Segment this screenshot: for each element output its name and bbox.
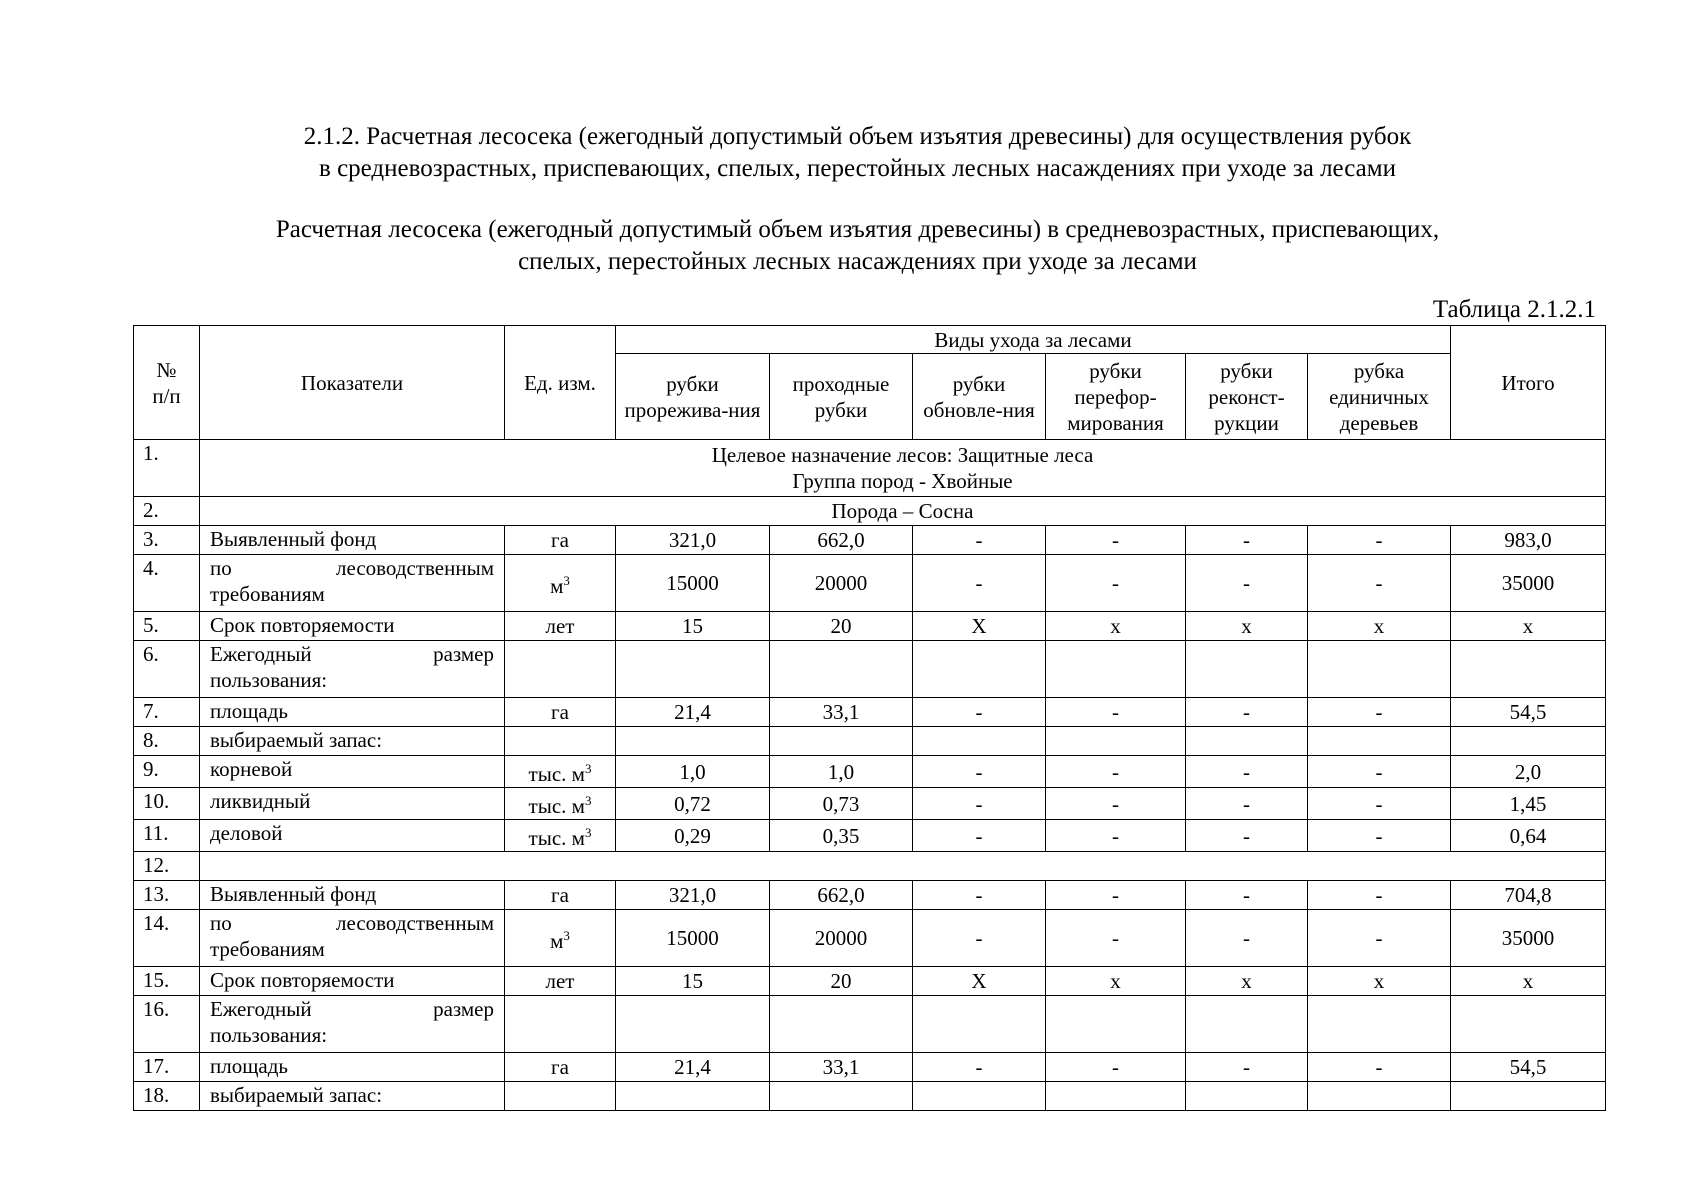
section-heading	[0, 121, 1697, 185]
row-value: -	[913, 1053, 1046, 1082]
row-value	[1308, 996, 1451, 1053]
row-value: -	[1308, 820, 1451, 852]
table-caption	[0, 214, 1697, 278]
row-value: х	[1308, 612, 1451, 641]
row-value: -	[913, 555, 1046, 612]
row-unit	[505, 555, 616, 612]
row-value: -	[1308, 881, 1451, 910]
row-total	[1451, 641, 1606, 698]
row-value: х	[1046, 967, 1186, 996]
row-unit	[505, 612, 616, 641]
row-value	[1308, 727, 1451, 756]
row-value	[1308, 1082, 1451, 1111]
row-value: -	[913, 756, 1046, 788]
row-value: -	[913, 698, 1046, 727]
row-value: 0,73	[770, 788, 913, 820]
row-indicator-line1	[210, 641, 494, 667]
row-indicator-word: размер	[433, 997, 494, 1021]
row-indicator-text: ликвидный	[210, 789, 311, 813]
row-indicator-text: площадь	[210, 699, 288, 723]
row-indicator	[200, 612, 505, 641]
table-row	[134, 1082, 1606, 1111]
section-heading-line2: в средневозрастных, приспевающих, спелых, перестойных лесных насаждениях при уходе за лесами	[319, 155, 1396, 182]
row-value: -	[1186, 555, 1308, 612]
row-value: 20000	[770, 555, 913, 612]
row-value: -	[913, 881, 1046, 910]
table-caption-line2: спелых, перестойных лесных насаждениях при уходе за лесами	[518, 248, 1197, 275]
row-value: -	[1046, 555, 1186, 612]
header-num: № п/п	[134, 326, 200, 440]
row-indicator-word: лесоводственным	[336, 911, 494, 935]
table-row	[134, 526, 1606, 555]
row-unit-sup: 3	[584, 825, 592, 840]
table-row	[134, 820, 1606, 852]
row-indicator-text: выбираемый запас:	[210, 728, 383, 752]
row-value: 15	[616, 967, 770, 996]
table-row	[134, 555, 1606, 612]
row-indicator	[200, 996, 505, 1053]
row-unit-text: м	[550, 928, 564, 953]
row-indicator-line1	[210, 910, 494, 936]
row-unit	[505, 641, 616, 698]
row-num: 10.	[134, 788, 200, 820]
row-unit	[505, 756, 616, 788]
header-type-2: проходные рубки	[770, 354, 913, 440]
row-indicator-text: Выявленный фонд	[210, 882, 377, 906]
row-num: 8.	[134, 727, 200, 756]
header-type-5: рубки реконст-рукции	[1186, 354, 1308, 440]
row-total: х	[1451, 967, 1606, 996]
table-row	[134, 852, 1606, 881]
row-total: 983,0	[1451, 526, 1606, 555]
header-type-4: рубки перефор-мирования	[1046, 354, 1186, 440]
row-value	[913, 727, 1046, 756]
row-num: 13.	[134, 881, 200, 910]
row-value	[913, 996, 1046, 1053]
row-value: -	[913, 820, 1046, 852]
row-indicator-line2: пользования:	[210, 668, 328, 692]
row-value: 321,0	[616, 526, 770, 555]
row-value: 15000	[616, 555, 770, 612]
row-unit	[505, 526, 616, 555]
row-unit-sup: 3	[584, 761, 592, 776]
row-value: 21,4	[616, 698, 770, 727]
row-indicator	[200, 967, 505, 996]
row-indicator-text: деловой	[210, 821, 283, 845]
row-value	[913, 1082, 1046, 1111]
felling-table	[133, 325, 1606, 1111]
row-value: -	[1308, 526, 1451, 555]
row-indicator	[200, 788, 505, 820]
row-value: 0,29	[616, 820, 770, 852]
row-unit	[505, 820, 616, 852]
row-value: -	[1046, 756, 1186, 788]
row-unit	[505, 1053, 616, 1082]
row-value: -	[1046, 1053, 1186, 1082]
row-total: 0,64	[1451, 820, 1606, 852]
row-unit-text: тыс. м	[528, 826, 585, 850]
row-indicator-text: Срок повторяемости	[210, 968, 395, 992]
row-value: 662,0	[770, 881, 913, 910]
row-value: -	[1186, 910, 1308, 967]
row-value: х	[1186, 612, 1308, 641]
row-unit-sup: 3	[563, 572, 570, 588]
row-num: 11.	[134, 820, 200, 852]
row-unit-text: тыс. м	[528, 794, 585, 818]
row-value: 15	[616, 612, 770, 641]
table-row	[134, 440, 1606, 497]
row-value: -	[1308, 1053, 1451, 1082]
row-value	[770, 727, 913, 756]
row-indicator-line2: требованиям	[210, 582, 325, 606]
table-row	[134, 967, 1606, 996]
header-type-6: рубка единичных деревьев	[1308, 354, 1451, 440]
table-row	[134, 497, 1606, 526]
row-num: 5.	[134, 612, 200, 641]
row-value: 20	[770, 967, 913, 996]
row-value: Х	[913, 967, 1046, 996]
header-type-3: рубки обновле-ния	[913, 354, 1046, 440]
row-indicator-text: Выявленный фонд	[210, 527, 377, 551]
row-value: 33,1	[770, 698, 913, 727]
row-indicator-word: размер	[433, 642, 494, 666]
table-row	[134, 727, 1606, 756]
row-value: -	[913, 910, 1046, 967]
row-total: 1,45	[1451, 788, 1606, 820]
row-value	[1046, 727, 1186, 756]
row-indicator-text: Срок повторяемости	[210, 613, 395, 637]
header-type-1: рубки прорежива-ния	[616, 354, 770, 440]
row-value: 1,0	[616, 756, 770, 788]
row-value	[1186, 1082, 1308, 1111]
row-value: 21,4	[616, 1053, 770, 1082]
row-num: 9.	[134, 756, 200, 788]
table-number: Таблица 2.1.2.1	[1432, 296, 1596, 323]
row-indicator	[200, 910, 505, 967]
row-unit-text: га	[551, 700, 569, 724]
row-value	[1046, 996, 1186, 1053]
table-row	[134, 698, 1606, 727]
row-unit-sup: 3	[563, 927, 570, 943]
row-value: -	[1046, 881, 1186, 910]
row-unit-sup: 3	[584, 793, 592, 808]
row-value: -	[1186, 820, 1308, 852]
species-cell	[200, 497, 1606, 526]
row-unit-text: га	[551, 528, 569, 552]
row-unit	[505, 698, 616, 727]
row-indicator	[200, 555, 505, 612]
row-total: 35000	[1451, 555, 1606, 612]
row-indicator	[200, 756, 505, 788]
row-num: 12.	[134, 852, 200, 881]
row-indicator-line1	[210, 996, 494, 1022]
table-row	[134, 756, 1606, 788]
row-unit-text: тыс. м	[528, 762, 585, 786]
species-text: Порода – Сосна	[831, 499, 974, 523]
row-indicator	[200, 1053, 505, 1082]
row-value	[1186, 996, 1308, 1053]
row-num: 17.	[134, 1053, 200, 1082]
row-value: 20	[770, 612, 913, 641]
row-value	[770, 1082, 913, 1111]
row-value: 662,0	[770, 526, 913, 555]
row-value: -	[913, 788, 1046, 820]
row-unit	[505, 727, 616, 756]
row-value	[1046, 1082, 1186, 1111]
row-value: -	[1046, 526, 1186, 555]
row-value: -	[1308, 555, 1451, 612]
row-unit	[505, 910, 616, 967]
row-indicator-line2: пользования:	[210, 1023, 328, 1047]
row-indicator-text: корневой	[210, 757, 293, 781]
header-total: Итого	[1451, 326, 1606, 440]
row-total: 54,5	[1451, 698, 1606, 727]
row-value	[770, 641, 913, 698]
table-row	[134, 910, 1606, 967]
row-value: -	[1308, 698, 1451, 727]
forest-purpose-text: Целевое назначение лесов: Защитные леса	[711, 443, 1094, 467]
row-indicator-word: по	[210, 911, 232, 935]
row-unit	[505, 1082, 616, 1111]
header-care-types: Виды ухода за лесами	[616, 326, 1451, 354]
forest-purpose-cell	[200, 440, 1606, 497]
row-value	[913, 641, 1046, 698]
table-row	[134, 996, 1606, 1053]
row-total: х	[1451, 612, 1606, 641]
row-value: 0,72	[616, 788, 770, 820]
header-unit: Ед. изм.	[505, 326, 616, 440]
row-indicator	[200, 727, 505, 756]
row-num: 16.	[134, 996, 200, 1053]
table-row	[134, 641, 1606, 698]
row-value: -	[1046, 788, 1186, 820]
row-value: 33,1	[770, 1053, 913, 1082]
row-value: -	[913, 526, 1046, 555]
row-indicator	[200, 698, 505, 727]
row-num: 2.	[134, 497, 200, 526]
row-total: 704,8	[1451, 881, 1606, 910]
row-value: 20000	[770, 910, 913, 967]
row-value: Х	[913, 612, 1046, 641]
row-indicator-line1	[210, 555, 494, 581]
header-indicator: Показатели	[200, 326, 505, 440]
row-indicator	[200, 641, 505, 698]
row-value: -	[1186, 698, 1308, 727]
row-num: 7.	[134, 698, 200, 727]
row-value: -	[1186, 1053, 1308, 1082]
row-num: 18.	[134, 1082, 200, 1111]
row-indicator-word: Ежегодный	[210, 642, 312, 666]
row-value: -	[1046, 820, 1186, 852]
row-unit	[505, 881, 616, 910]
row-indicator	[200, 526, 505, 555]
row-unit	[505, 996, 616, 1053]
row-value: 15000	[616, 910, 770, 967]
row-value: 321,0	[616, 881, 770, 910]
row-indicator-word: по	[210, 556, 232, 580]
row-value: -	[1186, 881, 1308, 910]
row-total: 2,0	[1451, 756, 1606, 788]
row-num: 1.	[134, 440, 200, 497]
row-indicator-word: лесоводственным	[336, 556, 494, 580]
table-row	[134, 881, 1606, 910]
row-unit-text: лет	[545, 614, 575, 638]
row-unit-text: га	[551, 883, 569, 907]
section-heading-line1: 2.1.2. Расчетная лесосека (ежегодный допустимый объем изъятия древесины) для осуществления рубок	[303, 123, 1412, 150]
row-value	[770, 996, 913, 1053]
row-value: -	[1046, 910, 1186, 967]
forest-purpose-text: Группа пород - Хвойные	[792, 469, 1013, 493]
row-indicator-text: площадь	[210, 1054, 288, 1078]
species-empty-cell	[200, 852, 1606, 881]
row-indicator	[200, 820, 505, 852]
row-total: 35000	[1451, 910, 1606, 967]
row-value: -	[1186, 756, 1308, 788]
row-total	[1451, 1082, 1606, 1111]
row-value: 0,35	[770, 820, 913, 852]
row-indicator	[200, 881, 505, 910]
row-unit-text: лет	[545, 969, 575, 993]
row-num: 4.	[134, 555, 200, 612]
row-num: 6.	[134, 641, 200, 698]
row-unit-text: га	[551, 1055, 569, 1079]
table-caption-line1: Расчетная лесосека (ежегодный допустимый объем изъятия древесины) в средневозрастных, приспевающих,	[275, 216, 1440, 243]
row-value: х	[1308, 967, 1451, 996]
row-value	[616, 996, 770, 1053]
row-value: х	[1186, 967, 1308, 996]
row-value	[616, 641, 770, 698]
row-total: 54,5	[1451, 1053, 1606, 1082]
row-value: -	[1308, 756, 1451, 788]
row-num: 15.	[134, 967, 200, 996]
row-num: 3.	[134, 526, 200, 555]
row-indicator-line2: требованиям	[210, 937, 325, 961]
row-value	[1186, 727, 1308, 756]
row-value: -	[1046, 698, 1186, 727]
table-row	[134, 612, 1606, 641]
row-num: 14.	[134, 910, 200, 967]
row-indicator	[200, 1082, 505, 1111]
row-unit	[505, 967, 616, 996]
row-value: 1,0	[770, 756, 913, 788]
row-indicator-text: выбираемый запас:	[210, 1083, 383, 1107]
row-total	[1451, 996, 1606, 1053]
row-value	[1308, 641, 1451, 698]
row-indicator-word: Ежегодный	[210, 997, 312, 1021]
row-value: -	[1186, 526, 1308, 555]
row-unit	[505, 788, 616, 820]
row-total	[1451, 727, 1606, 756]
table-row	[134, 788, 1606, 820]
row-value	[1186, 641, 1308, 698]
row-value: -	[1308, 910, 1451, 967]
row-value: х	[1046, 612, 1186, 641]
table-row	[134, 1053, 1606, 1082]
row-unit-text: м	[550, 573, 564, 598]
row-value: -	[1186, 788, 1308, 820]
row-value	[616, 727, 770, 756]
row-value	[1046, 641, 1186, 698]
row-value: -	[1308, 788, 1451, 820]
row-value	[616, 1082, 770, 1111]
